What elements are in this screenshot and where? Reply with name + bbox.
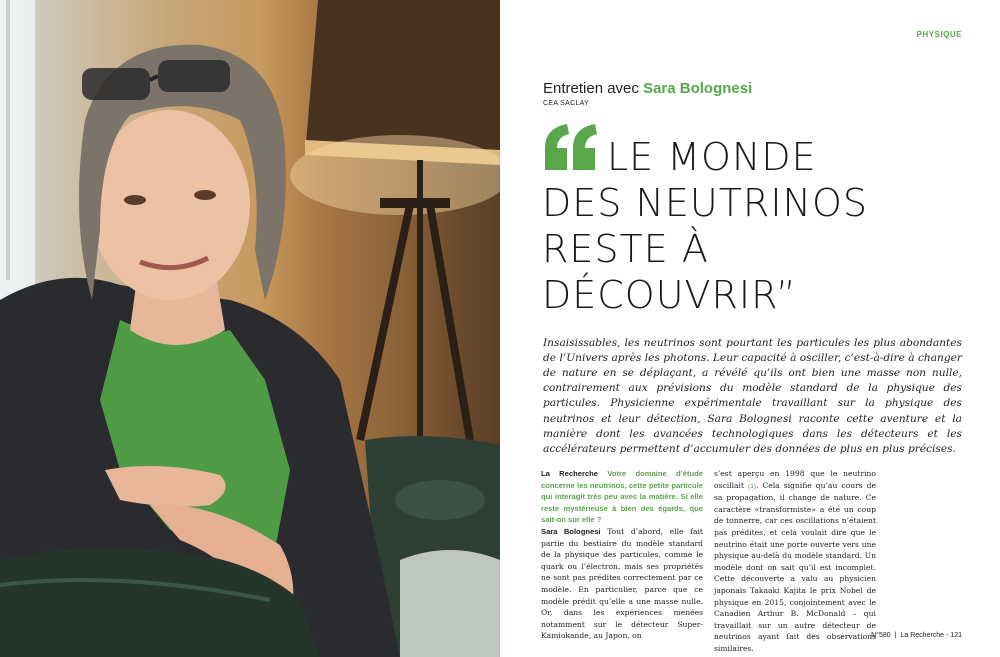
headline-line-2: DES NEUTRINOS — [542, 181, 868, 225]
article-page — [500, 0, 1000, 657]
interview-question — [541, 468, 703, 526]
interviewee-affiliation: CEA SACLAY — [543, 100, 590, 107]
magazine-name: La Recherche — [900, 632, 945, 639]
answer-text-col1: Tout d’abord, elle fait partie du bestiaire du modèle standard de la physique des particules, comme le quark ou l’électron, mais ses propriétés ne sont pas prédites correctement par ce modèle. En particulier, parce que ce modèle prédit qu’elle a une masse nulle. Or, dans les expériences menées notamment sur le détecteur Super-Kamiokande, au Japon, on — [541, 526, 703, 641]
footnote-ref: (1) — [748, 482, 756, 490]
answer-paragraph — [541, 526, 703, 642]
answer-speaker: Sara Bolognesi — [541, 526, 601, 536]
question-source: La Recherche — [541, 469, 598, 478]
headline-line-4: DÉCOUVRIR” — [542, 273, 797, 317]
page-number: 121 — [950, 632, 962, 639]
headline-line-3: RESTE À — [542, 227, 709, 271]
question-text: Votre domaine d’étude concerne les neutrinos, cette petite particule qui interagit très peu avec la matière. Si elle reste mystérieuse à bien des égards, que sait-on sur elle ? — [541, 469, 703, 525]
article-intro: Insaisissables, les neutrinos sont pourtant les particules les plus abondantes de l’Univers après les photons. Leur capacité à osciller, c’est-à-dire à changer de nature en se déplaçant, a révélé qu’ils ont bien une masse non nulle, contrairement aux prévisions du modèle standard de la physique des particules. Physicienne expérimentale travaillant sur la physique des neutrinos et leur détection, Sara Bolognesi raconte cette aventure et la manière dont les avancées technologiques dans les détecteurs et les accélérateurs permettent d’accumuler des données de plus en plus précises. — [543, 336, 962, 456]
issue-number: N°580 — [871, 632, 891, 639]
interview-prefix: Entretien avec — [543, 80, 639, 97]
body-column-1 — [541, 468, 703, 642]
article-headline — [542, 134, 972, 318]
answer-text-col2-rest: . Cela signifie qu’au cours de sa propagation, il change de nature. Ce caractère «transformiste» a été un coup de tonnerre, car ces oscillations n’étaient pas prédites, et cela voulait dire que le neutrino était une porte ouverte vers une physique au-delà du modèle standard. Un modèle dont on sait qu’il est incomplet. Cette découverte a valu au physicien japonais Takaaki Kajita le prix Nobel de physique en 2015, conjointement avec le Canadien Arthur B. McDonald – qui travaillait sur un autre détecteur de neutrinos ayant fait des observations similaires. — [714, 480, 876, 653]
interviewee-name: Sara Bolognesi — [643, 80, 753, 97]
body-column-2 — [714, 468, 876, 655]
answer-text-col2-start: s’est aperçu en 1998 que le neutrino oscillait — [714, 469, 876, 490]
interview-heading — [543, 80, 752, 97]
page-folio: N°580 | La Recherche - 121 — [871, 632, 962, 639]
section-tag: PHYSIQUE — [916, 30, 962, 39]
headline-line-1: LE MONDE — [607, 135, 817, 179]
